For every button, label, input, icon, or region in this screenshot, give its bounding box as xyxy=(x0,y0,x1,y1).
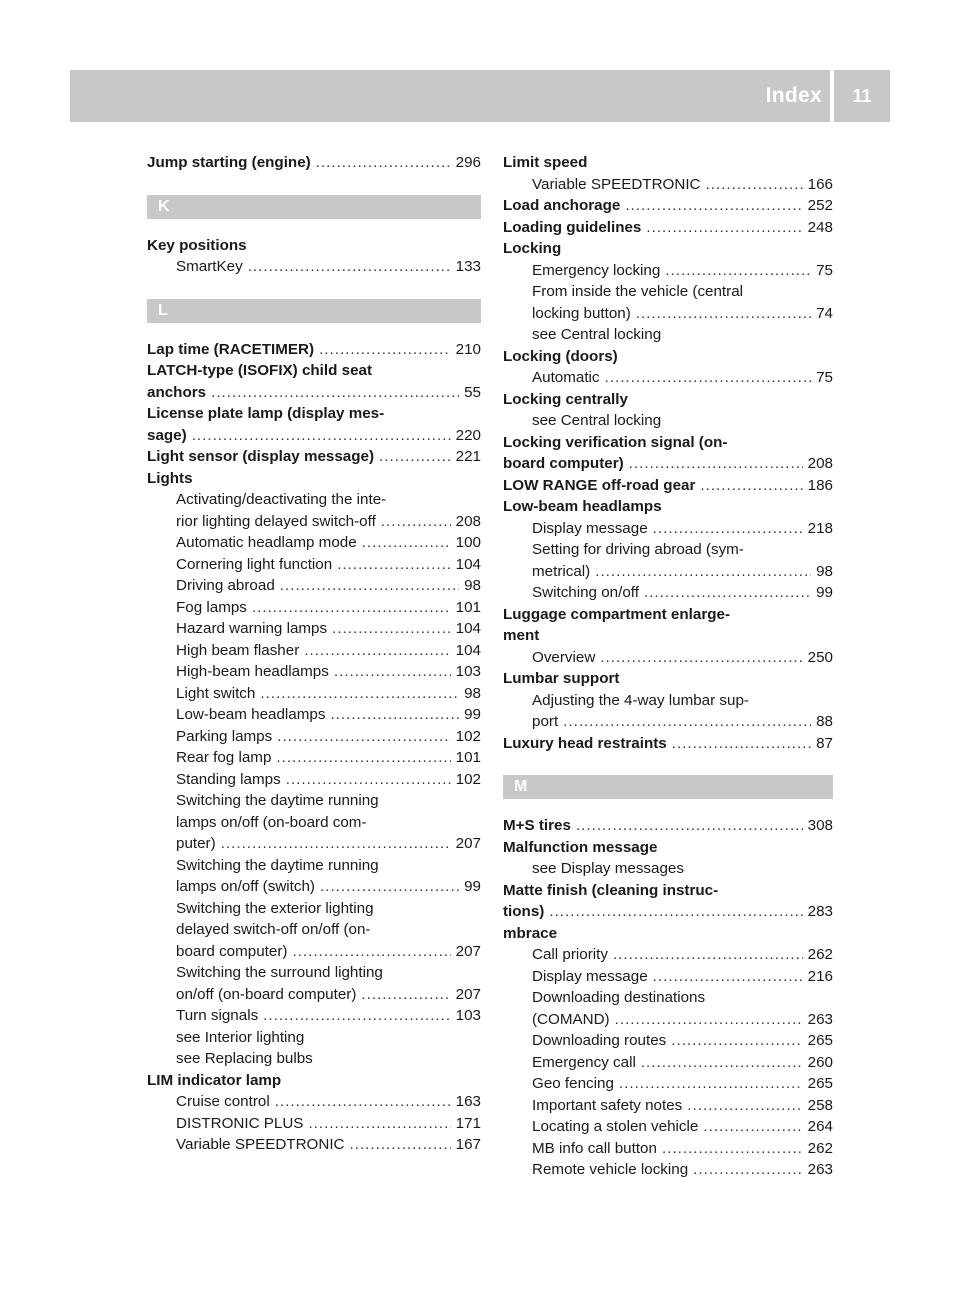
index-entry xyxy=(503,432,833,454)
index-subentry xyxy=(147,575,481,597)
dot-leader xyxy=(304,640,450,662)
dot-leader xyxy=(337,554,450,576)
dot-leader xyxy=(192,425,451,447)
dot-leader xyxy=(286,769,451,791)
index-subentry xyxy=(147,1048,481,1070)
page-reference: 218 xyxy=(807,519,833,537)
dot-leader xyxy=(595,561,811,583)
index-subentry xyxy=(147,876,481,898)
index-subentry xyxy=(147,640,481,662)
index-subentry xyxy=(503,174,833,196)
entry-text: Low-beam headlamps xyxy=(176,706,326,723)
page-reference: 102 xyxy=(455,770,481,788)
index-entry xyxy=(147,382,481,404)
entry-text: Lap time (RACETIMER) xyxy=(147,340,315,358)
index-subentry xyxy=(503,367,833,389)
index-subentry xyxy=(147,1134,481,1156)
index-entry xyxy=(503,625,833,647)
page-reference: 98 xyxy=(816,562,833,580)
dot-leader xyxy=(615,1009,803,1031)
entry-text: Loading guidelines xyxy=(503,218,642,236)
entry-text: Limit speed xyxy=(503,154,588,171)
entry-text: sage) xyxy=(147,426,187,444)
page-reference: 262 xyxy=(807,1139,833,1157)
entry-text: see Interior lighting xyxy=(176,1028,305,1046)
index-subentry xyxy=(503,1009,833,1031)
index-subentry xyxy=(503,1159,833,1181)
index-entry xyxy=(503,668,833,690)
index-subentry xyxy=(503,539,833,561)
dot-leader xyxy=(211,382,459,404)
index-subentry xyxy=(503,561,833,583)
page-reference: 75 xyxy=(816,369,833,386)
index-subentry xyxy=(147,532,481,554)
page-reference: 104 xyxy=(455,620,481,637)
entry-text: anchors xyxy=(147,383,207,401)
entry-text: Display message xyxy=(532,967,648,985)
entry-text: see Replacing bulbs xyxy=(176,1050,313,1067)
index-entry xyxy=(503,880,833,902)
dot-leader xyxy=(636,303,811,325)
page-reference: 208 xyxy=(807,455,833,472)
dot-leader xyxy=(330,704,459,726)
index-subentry xyxy=(503,1073,833,1095)
entry-text: High beam flasher xyxy=(176,641,300,659)
index-subentry xyxy=(147,1005,481,1027)
page-reference: 98 xyxy=(464,684,481,702)
page-reference: 55 xyxy=(464,383,481,401)
page-reference: 207 xyxy=(455,942,481,960)
entry-text: Automatic xyxy=(532,369,600,386)
dot-leader xyxy=(613,944,803,966)
index-subentry xyxy=(147,726,481,748)
index-subentry xyxy=(503,303,833,325)
entry-text: Cruise control xyxy=(176,1093,270,1110)
dot-leader xyxy=(687,1095,802,1117)
page-number: 11 xyxy=(852,86,872,106)
index-subentry xyxy=(503,260,833,282)
page-reference: 103 xyxy=(455,663,481,680)
dot-leader xyxy=(576,815,803,837)
entry-text: LOW RANGE off-road gear xyxy=(503,476,696,494)
index-entry xyxy=(147,1070,481,1092)
dot-leader xyxy=(320,876,459,898)
entry-text: License plate lamp (display mes- xyxy=(147,405,385,422)
entry-text: locking button) xyxy=(532,304,631,322)
page-reference: 99 xyxy=(816,584,833,601)
index-subentry xyxy=(503,410,833,432)
dot-leader xyxy=(605,367,812,389)
page-reference: 163 xyxy=(455,1093,481,1110)
entry-text: Luxury head restraints xyxy=(503,734,667,752)
page-reference: 210 xyxy=(455,340,481,358)
index-subentry xyxy=(147,1027,481,1049)
page-reference: 101 xyxy=(455,749,481,766)
index-entry xyxy=(503,238,833,260)
index-entry xyxy=(503,815,833,837)
entry-text: board computer) xyxy=(503,455,624,472)
entry-text: SmartKey xyxy=(176,258,243,275)
index-entry xyxy=(503,475,833,497)
page-reference: 102 xyxy=(455,727,481,745)
dot-leader xyxy=(361,984,450,1006)
dot-leader xyxy=(379,446,451,468)
index-entry xyxy=(503,217,833,239)
page-reference: 263 xyxy=(807,1161,833,1178)
index-entry xyxy=(147,152,481,174)
index-subentry xyxy=(503,690,833,712)
entry-text: see Central locking xyxy=(532,412,662,429)
entry-text: M+S tires xyxy=(503,817,571,834)
index-entry xyxy=(503,837,833,859)
index-entry xyxy=(503,195,833,217)
dot-leader xyxy=(280,575,459,597)
page-reference: 265 xyxy=(807,1032,833,1049)
dot-leader xyxy=(308,1113,450,1135)
index-subentry xyxy=(147,898,481,920)
index-subentry xyxy=(147,941,481,963)
entry-text: Luggage compartment enlarge- xyxy=(503,605,731,623)
dot-leader xyxy=(706,174,803,196)
page-reference: 103 xyxy=(455,1007,481,1024)
entry-text: Cornering light function xyxy=(176,555,333,573)
dot-leader xyxy=(248,256,451,278)
entry-text: metrical) xyxy=(532,562,591,580)
index-entry xyxy=(147,360,481,382)
dot-leader xyxy=(653,966,803,988)
entry-text: lamps on/off (switch) xyxy=(176,878,315,895)
page-reference: 167 xyxy=(455,1136,481,1153)
page-reference: 87 xyxy=(816,734,833,752)
entry-text: port xyxy=(532,713,559,730)
index-subentry xyxy=(147,683,481,705)
page-title: Index xyxy=(765,84,822,107)
dot-leader xyxy=(350,1134,451,1156)
entry-text: see Central locking xyxy=(532,326,662,343)
index-subentry xyxy=(503,987,833,1009)
index-entry xyxy=(147,339,481,361)
index-subentry xyxy=(503,582,833,604)
dot-leader xyxy=(700,475,802,497)
dot-leader xyxy=(277,726,450,748)
entry-text: ment xyxy=(503,627,540,644)
page-reference: 220 xyxy=(455,426,481,444)
page-reference: 171 xyxy=(455,1114,481,1132)
entry-text: Switching the daytime running xyxy=(176,792,379,809)
dot-leader xyxy=(292,941,450,963)
page-reference: 99 xyxy=(464,878,481,895)
entry-text: Downloading routes xyxy=(532,1032,667,1049)
dot-leader xyxy=(625,195,802,217)
index-subentry xyxy=(147,489,481,511)
index-entry xyxy=(147,425,481,447)
dot-leader xyxy=(319,339,451,361)
index-subentry xyxy=(503,324,833,346)
index-entry xyxy=(503,923,833,945)
entry-text: Variable SPEEDTRONIC xyxy=(176,1136,345,1153)
index-entry xyxy=(503,604,833,626)
entry-text: MB info call button xyxy=(532,1139,657,1157)
dot-leader xyxy=(619,1073,803,1095)
dot-leader xyxy=(646,217,802,239)
entry-text: Lumbar support xyxy=(503,670,620,687)
index-subentry xyxy=(503,1052,833,1074)
entry-text: DISTRONIC PLUS xyxy=(176,1114,304,1132)
page-reference: 250 xyxy=(807,648,833,666)
entry-text: Downloading destinations xyxy=(532,989,706,1006)
entry-text: tions) xyxy=(503,903,545,920)
index-subentry xyxy=(147,919,481,941)
page-reference: 74 xyxy=(816,304,833,322)
entry-text: LATCH-type (ISOFIX) child seat xyxy=(147,362,373,379)
entry-text: lamps on/off (on-board com- xyxy=(176,813,367,831)
page-reference: 100 xyxy=(455,534,481,551)
entry-text: Driving abroad xyxy=(176,577,275,594)
index-subentry xyxy=(147,984,481,1006)
index-subentry xyxy=(147,962,481,984)
index-subentry xyxy=(147,704,481,726)
entry-text: puter) xyxy=(176,835,216,852)
page-reference: 133 xyxy=(455,258,481,275)
index-subentry xyxy=(147,618,481,640)
page-reference: 248 xyxy=(807,218,833,236)
page-reference: 265 xyxy=(807,1075,833,1092)
dot-leader xyxy=(362,532,451,554)
entry-text: Light sensor (display message) xyxy=(147,448,375,465)
entry-text: Variable SPEEDTRONIC xyxy=(532,175,701,193)
index-subentry xyxy=(147,747,481,769)
dot-leader xyxy=(334,661,451,683)
entry-text: Locating a stolen vehicle xyxy=(532,1118,699,1135)
dot-leader xyxy=(275,1091,451,1113)
entry-text: Emergency locking xyxy=(532,261,661,279)
index-subentry xyxy=(147,1091,481,1113)
index-entry xyxy=(147,468,481,490)
index-subentry xyxy=(147,769,481,791)
page-reference: 208 xyxy=(455,512,481,530)
entry-text: Lights xyxy=(147,469,193,487)
entry-text: Geo fencing xyxy=(532,1075,614,1092)
page-reference: 260 xyxy=(807,1053,833,1071)
entry-text: Fog lamps xyxy=(176,598,247,616)
dot-leader xyxy=(653,518,803,540)
page-reference: 88 xyxy=(816,713,833,730)
entry-text: Key positions xyxy=(147,236,247,254)
dot-leader xyxy=(703,1116,802,1138)
entry-text: Remote vehicle locking xyxy=(532,1161,689,1178)
dot-leader xyxy=(252,597,451,619)
dot-leader xyxy=(316,152,451,174)
index-subentry xyxy=(147,554,481,576)
dot-leader xyxy=(600,647,802,669)
entry-text: Call priority xyxy=(532,946,608,963)
dot-leader xyxy=(221,833,451,855)
page-reference: 216 xyxy=(807,967,833,985)
index-subentry xyxy=(503,281,833,303)
index-column-right xyxy=(503,152,833,1181)
page-reference: 296 xyxy=(455,154,481,171)
dot-leader xyxy=(665,260,811,282)
index-subentry xyxy=(503,1116,833,1138)
entry-text: Locking verification signal (on- xyxy=(503,433,728,451)
page-reference: 207 xyxy=(455,985,481,1003)
dot-leader xyxy=(276,747,450,769)
section-letter: K xyxy=(147,195,481,219)
entry-text: Setting for driving abroad (sym- xyxy=(532,541,744,558)
entry-text: Parking lamps xyxy=(176,727,273,745)
index-subentry xyxy=(503,518,833,540)
index-entry xyxy=(147,235,481,257)
index-subentry xyxy=(147,812,481,834)
entry-text: Locking (doors) xyxy=(503,347,618,365)
dot-leader xyxy=(629,453,803,475)
entry-text: Switching the daytime running xyxy=(176,856,379,874)
page-reference: 101 xyxy=(455,598,481,616)
index-subentry xyxy=(147,256,481,278)
index-entry xyxy=(503,496,833,518)
entry-text: delayed switch-off on/off (on- xyxy=(176,921,371,938)
entry-text: Adjusting the 4-way lumbar sup- xyxy=(532,691,749,709)
entry-text: Emergency call xyxy=(532,1053,636,1071)
page-reference: 264 xyxy=(807,1118,833,1135)
entry-text: High-beam headlamps xyxy=(176,663,329,680)
entry-text: Load anchorage xyxy=(503,197,621,214)
dot-leader xyxy=(641,1052,803,1074)
dot-leader xyxy=(693,1159,802,1181)
index-entry xyxy=(503,389,833,411)
entry-text: Locking xyxy=(503,240,562,257)
entry-text: LIM indicator lamp xyxy=(147,1071,282,1089)
section-letter: L xyxy=(147,299,481,323)
index-subentry xyxy=(147,597,481,619)
entry-text: Rear fog lamp xyxy=(176,749,272,766)
dot-leader xyxy=(381,511,451,533)
index-subentry xyxy=(147,790,481,812)
entry-text: rior lighting delayed switch-off xyxy=(176,512,376,530)
index-subentry xyxy=(503,1095,833,1117)
page-reference: 75 xyxy=(816,261,833,279)
page-reference: 104 xyxy=(455,555,481,573)
page-reference: 221 xyxy=(455,448,481,465)
entry-text: Turn signals xyxy=(176,1007,259,1024)
entry-text: Activating/deactivating the inte- xyxy=(176,491,387,508)
dot-leader xyxy=(332,618,451,640)
section-letter: M xyxy=(503,775,833,799)
entry-text: Overview xyxy=(532,648,596,666)
page-reference: 258 xyxy=(807,1096,833,1114)
dot-leader xyxy=(644,582,811,604)
page-reference: 166 xyxy=(807,175,833,193)
entry-text: mbrace xyxy=(503,924,558,942)
index-subentry xyxy=(147,833,481,855)
page-reference: 186 xyxy=(807,476,833,494)
entry-text: Switching on/off xyxy=(532,584,639,601)
entry-text: Jump starting (engine) xyxy=(147,154,311,171)
page-reference: 104 xyxy=(455,641,481,659)
index-subentry xyxy=(503,858,833,880)
index-entry xyxy=(147,446,481,468)
index-entry xyxy=(503,901,833,923)
index-subentry xyxy=(147,1113,481,1135)
index-subentry xyxy=(147,855,481,877)
page-reference: 308 xyxy=(807,817,833,834)
index-subentry xyxy=(503,944,833,966)
page-reference: 263 xyxy=(807,1010,833,1028)
index-subentry xyxy=(147,661,481,683)
page-reference: 262 xyxy=(807,946,833,963)
entry-text: Hazard warning lamps xyxy=(176,620,328,637)
entry-text: Standing lamps xyxy=(176,770,281,788)
dot-leader xyxy=(260,683,459,705)
entry-text: Switching the surround lighting xyxy=(176,964,383,981)
index-subentry xyxy=(503,1030,833,1052)
index-subentry xyxy=(503,1138,833,1160)
entry-text: Important safety notes xyxy=(532,1096,683,1114)
entry-text: board computer) xyxy=(176,942,288,960)
index-entry xyxy=(503,453,833,475)
index-subentry xyxy=(503,711,833,733)
index-entry xyxy=(503,733,833,755)
dot-leader xyxy=(263,1005,450,1027)
entry-text: Locking centrally xyxy=(503,390,628,408)
page-reference: 207 xyxy=(455,835,481,852)
page-reference: 98 xyxy=(464,577,481,594)
entry-text: see Display messages xyxy=(532,860,684,877)
index-subentry xyxy=(503,966,833,988)
index-entry xyxy=(503,152,833,174)
entry-text: Light switch xyxy=(176,684,256,702)
entry-text: Switching the exterior lighting xyxy=(176,899,374,917)
index-column-left xyxy=(147,152,481,1156)
dot-leader xyxy=(549,901,802,923)
dot-leader xyxy=(563,711,811,733)
dot-leader xyxy=(671,1030,802,1052)
page-reference: 99 xyxy=(464,706,481,723)
entry-text: From inside the vehicle (central xyxy=(532,283,744,300)
page-reference: 252 xyxy=(807,197,833,214)
entry-text: Low-beam headlamps xyxy=(503,498,662,515)
page-reference: 283 xyxy=(807,903,833,920)
index-subentry xyxy=(147,511,481,533)
dot-leader xyxy=(662,1138,803,1160)
index-subentry xyxy=(503,647,833,669)
entry-text: (COMAND) xyxy=(532,1010,610,1028)
entry-text: Automatic headlamp mode xyxy=(176,534,357,551)
entry-text: Malfunction message xyxy=(503,838,658,856)
entry-text: on/off (on-board computer) xyxy=(176,985,357,1003)
entry-text: Display message xyxy=(532,519,648,537)
entry-text: Matte finish (cleaning instruc- xyxy=(503,881,719,899)
index-entry xyxy=(147,403,481,425)
dot-leader xyxy=(672,733,811,755)
index-entry xyxy=(503,346,833,368)
